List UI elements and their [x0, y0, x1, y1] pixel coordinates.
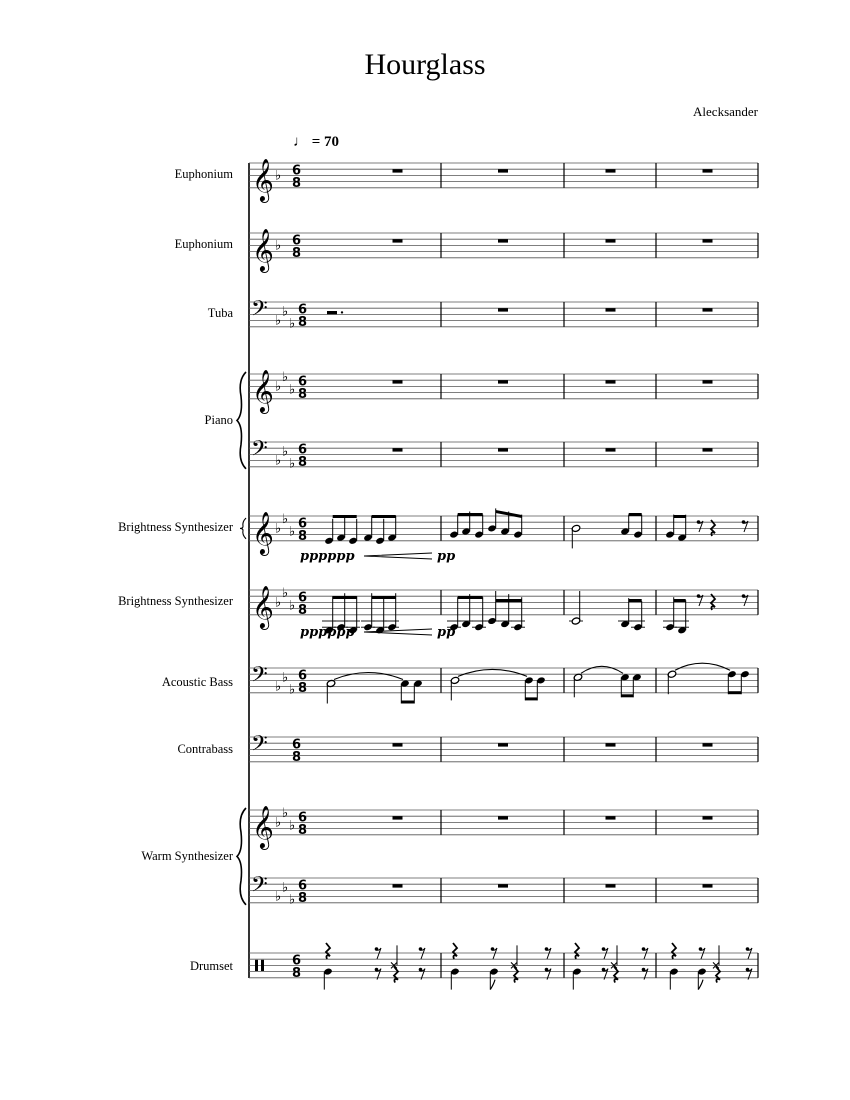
treble-clef-icon: 𝄞	[252, 368, 274, 412]
treble-clef-icon: 𝄞	[252, 510, 274, 554]
time-sig-numerator: 6	[292, 233, 302, 249]
key-flat-icon: ♭	[275, 379, 282, 395]
whole-rest	[393, 743, 403, 746]
time-sig-numerator: 6	[298, 516, 308, 532]
whole-rest	[498, 380, 508, 383]
piano-brace	[237, 372, 246, 469]
treble-clef-icon: 𝄞	[252, 157, 274, 201]
instrument-label: Euphonium	[174, 167, 233, 181]
key-flat-icon: ♭	[289, 316, 296, 332]
whole-rest	[393, 884, 403, 887]
note-beam	[674, 515, 686, 518]
whole-rest	[606, 884, 616, 887]
time-sig-numerator: 6	[292, 737, 302, 753]
time-sig-numerator: 6	[298, 302, 308, 318]
composer-name: Alecksander	[693, 104, 758, 119]
time-sig-numerator: 6	[292, 163, 302, 179]
time-sig-numerator: 6	[298, 590, 308, 606]
key-flat-icon: ♭	[282, 304, 289, 320]
note-beam	[629, 513, 642, 516]
note-beam	[621, 694, 633, 697]
whole-rest	[606, 380, 616, 383]
percussion-clef-icon	[255, 960, 258, 971]
warm-synth-brace	[237, 808, 246, 905]
time-sig-denominator: 8	[298, 386, 308, 402]
time-sig-denominator: 8	[292, 749, 302, 765]
treble-clef-icon: 𝄞	[252, 804, 274, 848]
whole-rest	[498, 884, 508, 887]
quarter-rest	[326, 943, 330, 959]
key-flat-icon: ♭	[289, 598, 296, 614]
time-sig-numerator: 6	[298, 668, 308, 684]
quarter-rest	[453, 943, 457, 959]
score-title: Hourglass	[364, 48, 486, 81]
key-flat-icon: ♭	[275, 889, 282, 905]
key-flat-icon: ♭	[282, 512, 289, 528]
eighth-flag	[698, 980, 703, 990]
key-flat-icon: ♭	[282, 444, 289, 460]
key-flat-icon: ♭	[289, 818, 296, 834]
note-beam	[333, 515, 357, 518]
instrument-label: Brightness Synthesizer	[118, 594, 233, 608]
quarter-rest	[716, 967, 720, 983]
time-sig-denominator: 8	[292, 175, 302, 191]
dynamic-pp: pp	[437, 625, 456, 640]
whole-rest	[393, 239, 403, 242]
bass-clef-icon: 𝄢	[251, 662, 268, 693]
key-flat-icon: ♭	[289, 682, 296, 698]
tie	[675, 663, 730, 670]
instrument-label: Tuba	[207, 306, 233, 320]
tempo-marking: ♩ = 70	[293, 134, 340, 150]
percussion-clef-icon	[261, 960, 264, 971]
quarter-rest	[672, 943, 676, 959]
treble-clef-icon: 𝄞	[252, 584, 274, 628]
whole-rest	[498, 448, 508, 451]
note-beam	[728, 691, 741, 694]
eighth-flag	[490, 980, 495, 990]
whole-rest	[606, 308, 616, 311]
quarter-rest	[575, 943, 579, 959]
instrument-label: Acoustic Bass	[161, 675, 233, 689]
dynamic-pppppp: pppppp	[300, 549, 355, 564]
whole-rest	[703, 239, 713, 242]
key-flat-icon: ♭	[275, 313, 282, 329]
note-beam	[372, 515, 396, 518]
bass-clef-icon: 𝄢	[251, 296, 268, 327]
note-beam	[401, 701, 414, 704]
treble-clef-icon: 𝄞	[252, 227, 274, 271]
time-sig-numerator: 6	[298, 374, 308, 390]
key-flat-icon: ♭	[289, 892, 296, 908]
brightness-brace	[240, 518, 246, 539]
bass-clef-icon: 𝄢	[251, 436, 268, 467]
tie	[458, 669, 527, 676]
key-flat-icon: ♭	[282, 670, 289, 686]
whole-rest	[703, 308, 713, 311]
dynamic-pp: pp	[437, 549, 456, 564]
key-flat-icon: ♭	[289, 382, 296, 398]
note-beam	[372, 596, 396, 599]
whole-rest	[498, 743, 508, 746]
quarter-rest	[514, 967, 518, 983]
time-sig-denominator: 8	[298, 680, 308, 696]
key-flat-icon: ♭	[275, 521, 282, 537]
key-flat-icon: ♭	[275, 815, 282, 831]
time-sig-denominator: 8	[298, 890, 308, 906]
key-flat-icon: ♭	[289, 456, 296, 472]
bass-clef-icon: 𝄢	[251, 872, 268, 903]
whole-rest	[703, 816, 713, 819]
time-sig-denominator: 8	[298, 314, 308, 330]
whole-rest	[703, 884, 713, 887]
key-flat-icon: ♭	[275, 238, 282, 254]
crescendo-hairpin	[364, 629, 432, 635]
time-sig-numerator: 6	[298, 442, 308, 458]
instrument-label: Piano	[204, 413, 233, 427]
whole-rest	[606, 169, 616, 172]
key-flat-icon: ♭	[282, 880, 289, 896]
note-beam	[629, 599, 642, 602]
instrument-label: Drumset	[189, 959, 233, 973]
whole-rest	[606, 743, 616, 746]
whole-rest	[393, 448, 403, 451]
instrument-label: Warm Synthesizer	[141, 849, 233, 863]
note-beam	[458, 596, 483, 599]
whole-rest	[393, 816, 403, 819]
whole-rest	[498, 816, 508, 819]
key-flat-icon: ♭	[275, 453, 282, 469]
half-rest	[327, 311, 337, 314]
time-sig-denominator: 8	[298, 454, 308, 470]
whole-rest	[703, 380, 713, 383]
time-sig-denominator: 8	[292, 965, 302, 981]
note-beam	[525, 697, 537, 700]
instrument-label: Contrabass	[177, 742, 233, 756]
note-beam	[496, 599, 522, 602]
key-flat-icon: ♭	[282, 586, 289, 602]
whole-rest	[703, 448, 713, 451]
quarter-rest	[614, 967, 618, 983]
whole-rest	[498, 239, 508, 242]
tie	[334, 673, 403, 680]
key-flat-icon: ♭	[282, 370, 289, 386]
tie	[581, 666, 623, 673]
whole-rest	[703, 169, 713, 172]
key-flat-icon: ♭	[275, 679, 282, 695]
instrument-label: Euphonium	[174, 237, 233, 251]
whole-rest	[606, 816, 616, 819]
time-sig-denominator: 8	[298, 528, 308, 544]
time-sig-denominator: 8	[292, 245, 302, 261]
key-flat-icon: ♭	[282, 806, 289, 822]
note-beam	[333, 596, 357, 599]
whole-rest	[393, 380, 403, 383]
whole-rest	[498, 169, 508, 172]
key-flat-icon: ♭	[275, 595, 282, 611]
time-sig-numerator: 6	[298, 878, 308, 894]
quarter-rest	[394, 967, 398, 983]
note-beam	[674, 599, 686, 602]
augmentation-dot	[341, 311, 343, 313]
key-flat-icon: ♭	[289, 524, 296, 540]
dynamic-pppppp: pppppp	[300, 625, 355, 640]
time-sig-numerator: 6	[298, 810, 308, 826]
whole-rest	[393, 169, 403, 172]
crescendo-hairpin	[364, 553, 432, 559]
key-flat-icon: ♭	[275, 168, 282, 184]
whole-rest	[606, 239, 616, 242]
time-sig-numerator: 6	[292, 953, 302, 969]
instrument-label: Brightness Synthesizer	[118, 520, 233, 534]
whole-rest	[703, 743, 713, 746]
bass-clef-icon: 𝄢	[251, 731, 268, 762]
time-sig-denominator: 8	[298, 602, 308, 618]
note-beam	[458, 513, 483, 516]
time-sig-denominator: 8	[298, 822, 308, 838]
whole-rest	[606, 448, 616, 451]
whole-rest	[498, 308, 508, 311]
